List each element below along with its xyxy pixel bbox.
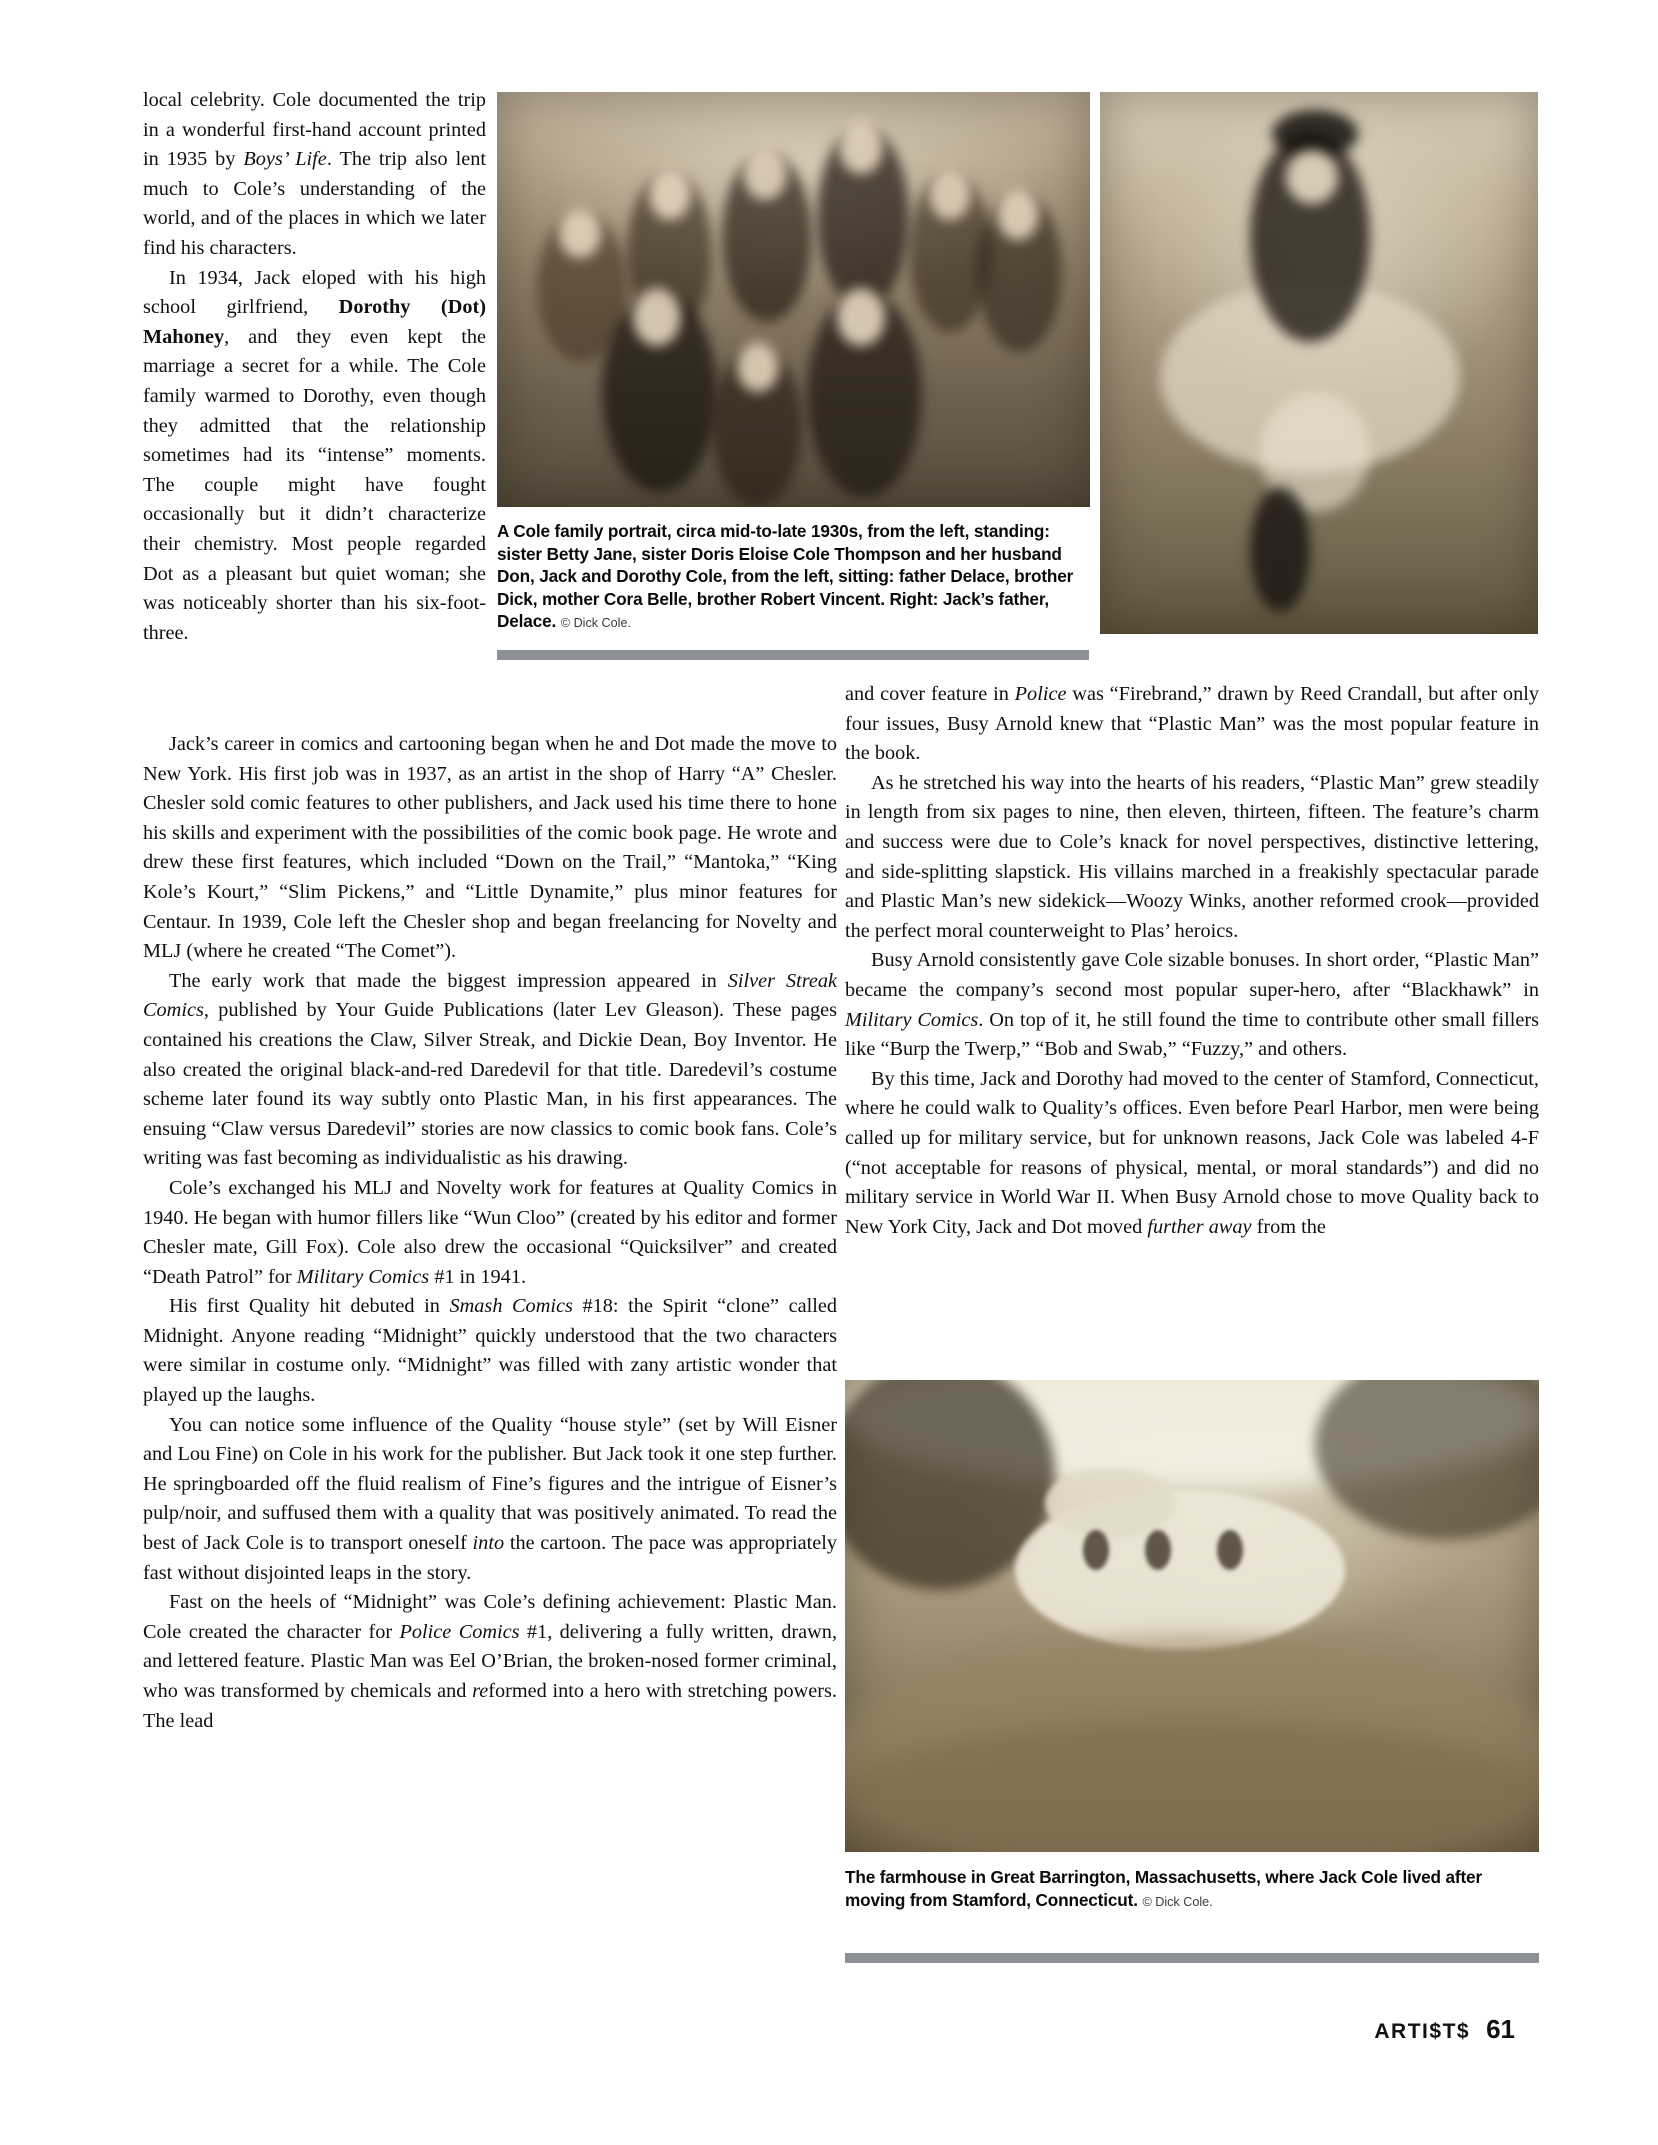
caption-text: The farmhouse in Great Barrington, Massachusetts, where Jack Cole lived after moving from Stamford, Connecticut. [845,1867,1483,1910]
section-rule-bottom [845,1953,1539,1963]
paragraph: and cover feature in Police was “Firebrand,” drawn by Reed Crandall, but after only four issues, Busy Arnold knew that “Plastic Man” was the most popular feature in the book. [845,683,1539,765]
caption-credit: © Dick Cole. [560,616,631,631]
page-number: 61 [1486,2014,1515,2044]
paragraph: Fast on the heels of “Midnight” was Cole’s defining achievement: Plastic Man. Cole created the character for Police Comics #1, delivering a fully written, drawn, and lettered feature. Plastic Man was Eel O’Brian, the broken-nosed former criminal, who was transformed by chemicals and reformed into a hero with stretching powers. The lead [143,1591,838,1732]
paragraph: You can notice some influence of the Quality “house style” (set by Will Eisner and Lou Fine) on Cole in his work for the publisher. But Jack took it one step further. He springboarded off the fluid realism of Fine’s figures and the intrigue of Eisner’s pulp/noir, and suffused them with a quality that was positively animated. To read the best of Jack Cole is to transport oneself into the cartoon. The pace was appropriately fast without disjointed leaps in the story. [143,1413,837,1584]
photo-content [1100,92,1538,634]
column-right [845,680,1539,1242]
paragraph: As he stretched his way into the hearts of his readers, “Plastic Man” grew steadily in length from six pages to nine, then eleven, thirteen, fifteen. The feature’s charm and success were due to Cole’s knack for novel perspectives, distinctive lettering, and side-splitting slapstick. His villains marched in a freakishly spectacular parade and Plastic Man’s new sidekick—Woozy Winks, another reformed crook—provided the perfect moral counterweight to Plas’ heroics. [845,771,1539,942]
paragraph: Busy Arnold consistently gave Cole sizable bonuses. In short order, “Plastic Man” became the company’s second most popular super-hero, after “Blackhawk” in Military Comics. On top of it, he still found the time to contribute other small fillers like “Burp the Twerp,” “Bob and Swab,” “Fuzzy,” and others. [845,949,1539,1061]
paragraph: Cole’s exchanged his MLJ and Novelty work for features at Quality Comics in 1940. He began with humor fillers like “Wun Cloo” (created by his editor and former Chesler mate, Gill Fox). Cole also drew the occasional “Quicksilver” and created “Death Patrol” for Military Comics #1 in 1941. [143,1176,837,1288]
paragraph: local celebrity. Cole documented the trip in a wonderful first-hand account printed in 1935 by Boys’ Life. The trip also lent much to Cole’s understanding of the world, and of the places in which we later find his characters. [143,89,486,259]
paragraph: His first Quality hit debuted in Smash Comics #18: the Spirit “clone” called Midnight. Anyone reading “Midnight” quickly understood that the two characters were similar in costume only. “Midnight” was filled with zany artistic wonder that played up the laughs. [143,1295,837,1407]
caption-credit: © Dick Cole. [1142,1894,1213,1909]
footer-brand: ARTI$T$ [1374,2020,1471,2043]
farmhouse-photo [845,1380,1539,1852]
photo-content [497,92,1090,507]
column-left-top [143,86,486,648]
paragraph: Jack’s career in comics and cartooning began when he and Dot made the move to New York. His first job was in 1937, as an artist in the shop of Harry “A” Chesler. Chesler sold comic features to other publishers, and Jack used his time there to hone his skills and experiment with the possibilities of the comic book page. He wrote and drew these first features, which included “Down on the Trail,” “Mantoka,” “King Kole’s Kourt,” “Slim Pickens,” and “Little Dynamite,” plus minor features for Centaur. In 1939, Cole left the Chesler shop and began freelancing for Novelty and MLJ (where he created “The Comet”). [143,733,837,963]
farmhouse-caption [845,1866,1539,1913]
column-left-main [143,730,837,1736]
paragraph: In 1934, Jack eloped with his high school girlfriend, Dorothy (Dot) Mahoney, and they even kept the marriage a secret for a while. The Cole family warmed to Dorothy, even though they admitted that the relationship sometimes had its “intense” moments. The couple might have fought occasionally but it didn’t characterize their chemistry. Most people regarded Dot as a pleasant but quiet woman; she was noticeably shorter than his six-foot-three. [143,266,486,644]
paragraph: By this time, Jack and Dorothy had moved to the center of Stamford, Connecticut, where he could walk to Quality’s offices. Even before Pearl Harbor, men were being called up for military service, but for unknown reasons, Jack Cole was labeled 4-F (“not acceptable for reasons of physical, mental, or moral standards”) and did no military service in World War II. When Busy Arnold chose to move Quality back to New York City, Jack and Dot moved further away from the [845,1067,1540,1238]
family-portrait-caption [497,520,1089,635]
section-rule-left [497,650,1089,660]
photo-content [845,1380,1539,1852]
delace-on-horse-photo [1100,92,1538,634]
page-footer [1374,2014,1515,2045]
family-portrait-photo [497,92,1090,507]
paragraph: The early work that made the biggest impression appeared in Silver Streak Comics, published by Your Guide Publications (later Lev Gleason). These pages contained his creations the Claw, Silver Streak, and Dickie Dean, Boy Inventor. He also created the original black-and-red Daredevil for that title. Daredevil’s costume scheme later found its way subtly onto Plastic Man, in his first appearances. The ensuing “Claw versus Daredevil” stories are now classics to comic book fans. Cole’s writing was fast becoming as individualistic as his drawing. [143,969,837,1170]
caption-text: A Cole family portrait, circa mid-to-late 1930s, from the left, standing: sister Betty Jane, sister Doris Eloise Cole Thompson and her husband Don, Jack and Dorothy Cole, from the left, sitting: father Delace, brother Dick, mother Cora Belle, brother Robert Vincent. Right: Jack’s father, Delace. [497,521,1074,632]
